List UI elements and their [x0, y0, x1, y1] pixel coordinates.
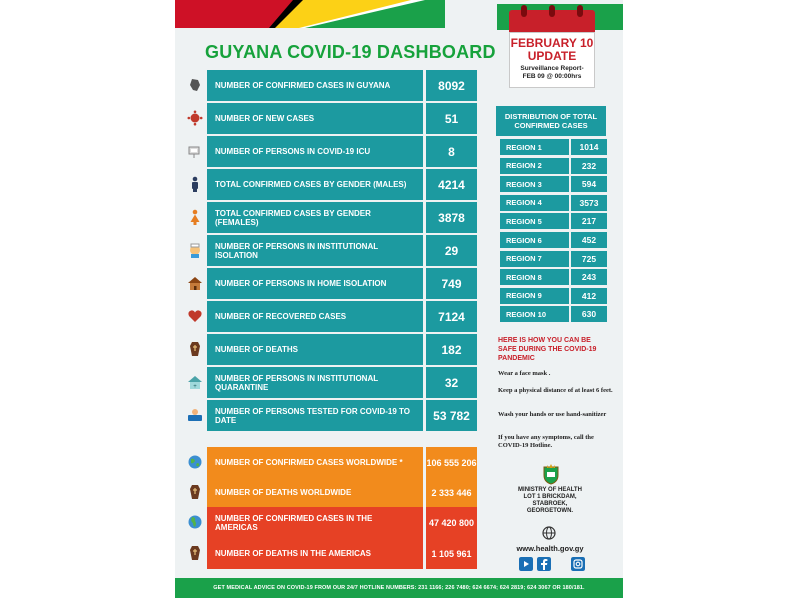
calendar-ring-icon: [577, 5, 583, 17]
dashboard-poster: [175, 0, 623, 598]
region-name: REGION 10: [500, 306, 569, 322]
stat-row: [207, 400, 477, 431]
stat-row: [207, 70, 477, 101]
instagram-icon[interactable]: [571, 557, 585, 571]
ministry-address: [505, 487, 595, 515]
update-calendar: [507, 4, 595, 84]
region-name: REGION 7: [500, 251, 569, 267]
stat-label: NUMBER OF PERSONS IN COVID-19 ICU: [207, 136, 423, 167]
distribution-heading: DISTRIBUTION OF TOTAL CONFIRMED CASES: [496, 106, 606, 136]
hospital-bed-icon: [187, 143, 203, 159]
region-name: REGION 1: [500, 139, 569, 155]
hotline-footer: GET MEDICAL ADVICE ON COVID-19 FROM OUR 24/7 HOTLINE NUMBERS: 231 1166; 226 7480; 624 6674; 624 2819; 624 3067 OR 180/181.: [175, 578, 623, 598]
region-name: REGION 8: [500, 269, 569, 285]
stat-value: 32: [426, 367, 477, 398]
region-name: REGION 9: [500, 288, 569, 304]
stat-value: 7124: [426, 301, 477, 332]
svg-text:+: +: [193, 384, 197, 390]
house-icon: [187, 275, 203, 291]
region-row: [500, 269, 607, 285]
nurse-icon: [187, 242, 203, 258]
stat-value: 4214: [426, 169, 477, 200]
region-value: 243: [571, 269, 607, 285]
region-value: 232: [571, 158, 607, 174]
region-value: 452: [571, 232, 607, 248]
region-value: 630: [571, 306, 607, 322]
world-stat-label: NUMBER OF CONFIRMED CASES IN THE AMERICAS: [207, 507, 423, 538]
quarantine-house-icon: [187, 374, 203, 390]
stat-row: [207, 202, 477, 233]
world-stat-row: [207, 507, 477, 538]
address-line: STABROEK,: [532, 501, 568, 507]
stat-row: [207, 235, 477, 266]
stat-value: 749: [426, 268, 477, 299]
globe-icon: [187, 454, 203, 470]
coat-of-arms-icon: [540, 463, 562, 485]
stat-value: 8: [426, 136, 477, 167]
region-name: REGION 2: [500, 158, 569, 174]
report-line-1: Surveillance Report-: [520, 65, 584, 72]
stat-row: [207, 301, 477, 332]
stat-value: 3878: [426, 202, 477, 233]
virus-icon: [187, 110, 203, 126]
address-line: GEORGETOWN.: [526, 508, 574, 514]
stat-label: NUMBER OF PERSONS IN HOME ISOLATION: [207, 268, 423, 299]
region-name: REGION 3: [500, 176, 569, 192]
stat-row: [207, 136, 477, 167]
region-value: 3573: [571, 195, 607, 211]
safety-tip: If you have any symptoms, call the COVID-19 Hotline.: [498, 434, 594, 449]
region-name: REGION 6: [500, 232, 569, 248]
safety-heading: HERE IS HOW YOU CAN BE SAFE DURING THE COVID-19 PANDEMIC: [498, 337, 597, 362]
region-value: 594: [571, 176, 607, 192]
update-date: [510, 37, 594, 63]
region-value: 725: [571, 251, 607, 267]
safety-tip: Keep a physical distance of at least 6 feet.: [498, 387, 613, 394]
calendar-ring-icon: [549, 5, 555, 17]
region-name: REGION 4: [500, 195, 569, 211]
region-row: [500, 232, 607, 248]
world-stat-row: [207, 538, 477, 569]
coffin-icon: [187, 484, 203, 500]
stat-label: NUMBER OF DEATHS: [207, 334, 423, 365]
world-stat-value: 47 420 800: [426, 507, 477, 538]
update-label: UPDATE: [527, 49, 577, 63]
stat-label: NUMBER OF PERSONS TESTED FOR COVID-19 TO DATE: [207, 400, 423, 431]
male-icon: [187, 176, 203, 192]
stat-label: TOTAL CONFIRMED CASES BY GENDER (FEMALES): [207, 202, 423, 233]
stat-value: 53 782: [426, 400, 477, 431]
stat-label: NUMBER OF RECOVERED CASES: [207, 301, 423, 332]
region-name: REGION 5: [500, 213, 569, 229]
region-row: [500, 306, 607, 322]
stat-label: NUMBER OF NEW CASES: [207, 103, 423, 134]
region-row: [500, 251, 607, 267]
stat-label: TOTAL CONFIRMED CASES BY GENDER (MALES): [207, 169, 423, 200]
website-link[interactable]: www.health.gov.gy: [516, 544, 584, 553]
world-stat-row: [207, 447, 477, 478]
stat-row: [207, 103, 477, 134]
stat-row: [207, 169, 477, 200]
female-icon: [187, 209, 203, 225]
region-row: [500, 158, 607, 174]
stat-label: NUMBER OF PERSONS IN INSTITUTIONAL QUARANTINE: [207, 367, 423, 398]
stat-value: 29: [426, 235, 477, 266]
world-stat-value: 106 555 206: [426, 447, 477, 478]
update-date-text: FEBRUARY 10: [510, 36, 594, 50]
safety-tip: Wear a face mask .: [498, 370, 551, 377]
stat-value: 182: [426, 334, 477, 365]
world-stat-label: NUMBER OF CONFIRMED CASES WORLDWIDE *: [207, 447, 423, 478]
region-value: 1014: [571, 139, 607, 155]
region-row: [500, 139, 607, 155]
address-line: LOT 1 BRICKDAM,: [523, 494, 577, 500]
report-line-2: FEB 09 @ 00:00hrs: [522, 73, 582, 80]
stat-row: [207, 334, 477, 365]
world-stat-label: NUMBER OF DEATHS WORLDWIDE: [207, 477, 423, 508]
region-row: [500, 176, 607, 192]
world-stat-row: [207, 477, 477, 508]
guyana-map-icon: [187, 77, 203, 93]
calendar-ring-icon: [521, 5, 527, 17]
youtube-icon[interactable]: [519, 557, 533, 571]
coffin-icon: [187, 545, 203, 561]
region-value: 217: [571, 213, 607, 229]
globe-web-icon: [542, 526, 556, 540]
world-stat-value: 2 333 446: [426, 477, 477, 508]
stat-row: [207, 268, 477, 299]
world-stat-label: NUMBER OF DEATHS IN THE AMERICAS: [207, 538, 423, 569]
region-row: [500, 213, 607, 229]
region-row: [500, 288, 607, 304]
stat-value: 51: [426, 103, 477, 134]
ministry-name: MINISTRY OF HEALTH: [518, 487, 582, 493]
stat-value: 8092: [426, 70, 477, 101]
stat-label: NUMBER OF PERSONS IN INSTITUTIONAL ISOLATION: [207, 235, 423, 266]
region-row: [500, 195, 607, 211]
region-value: 412: [571, 288, 607, 304]
test-icon: [187, 407, 203, 423]
stat-label: NUMBER OF CONFIRMED CASES IN GUYANA: [207, 70, 423, 101]
heart-icon: [187, 308, 203, 324]
coffin-icon: [187, 341, 203, 357]
stat-row: [193, 367, 477, 398]
world-stat-value: 1 105 961: [426, 538, 477, 569]
page-title: GUYANA COVID-19 DASHBOARD: [205, 42, 496, 62]
calendar-body: [509, 32, 595, 88]
globe-americas-icon: [187, 514, 203, 530]
safety-tip: Wash your hands or use hand-sanitizer: [498, 411, 607, 418]
surveillance-report: [510, 65, 594, 81]
guyana-flag-banner: [175, 0, 445, 28]
facebook-icon[interactable]: [537, 557, 551, 571]
